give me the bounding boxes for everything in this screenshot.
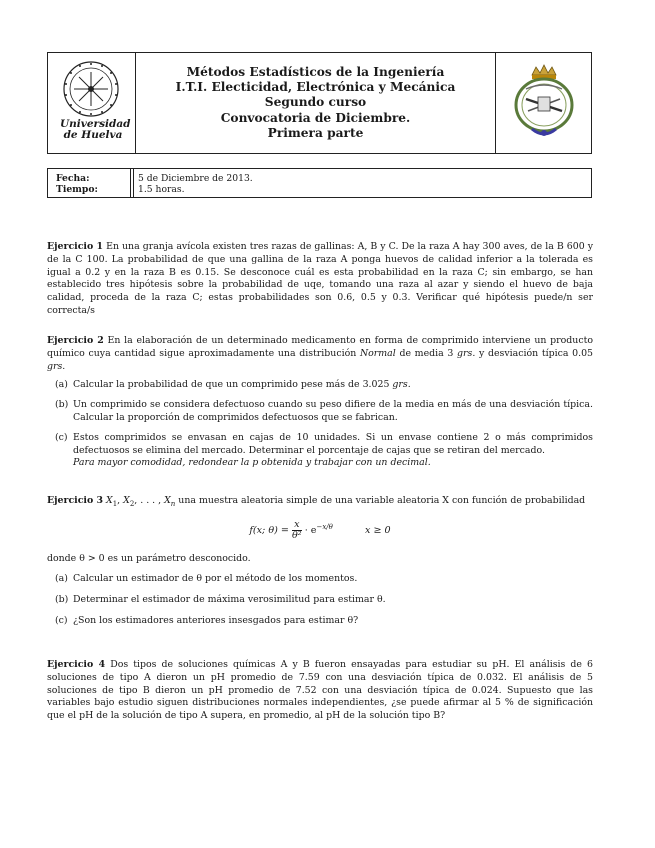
school-crest — [495, 53, 591, 153]
exam-info-box — [47, 168, 592, 198]
exam-session: Convocatoria de Diciembre. — [220, 110, 411, 125]
exercise-4-title: Ejercicio 4 — [47, 659, 106, 670]
info-labels — [56, 173, 98, 195]
formula-rhs: · e — [304, 524, 317, 536]
info-divider — [130, 169, 131, 197]
university-name-line1: Universidad — [60, 118, 131, 130]
item-text: Estos comprimidos se envasan en cajas de 10 unidades. Si un envase contiene 2 o más comprimidos defectuosos se elimina del mercado. Determinar el porcentaje de cajas que se retiran del mercado. — [73, 431, 593, 456]
time-label: Tiempo: — [56, 184, 98, 195]
exercise-2-text-c: y desviación típica 0.05 — [479, 347, 594, 359]
formula-condition: x ≥ 0 — [364, 524, 391, 536]
exercise-3-formula — [47, 520, 593, 541]
degree-title: I.T.I. Electicidad, Electrónica y Mecánica — [175, 80, 456, 95]
item-label: (b) — [55, 594, 69, 606]
item-label: (c) — [55, 615, 68, 627]
exercise-3-item-c — [47, 615, 593, 628]
item-text: Calcular la probabilidad de que un comprimido pese más de 3.025 — [73, 379, 390, 391]
exam-header — [47, 52, 592, 154]
course-year: Segundo curso — [264, 95, 367, 110]
item-text: Un comprimido se considera defectuoso cuando su peso difiere de la media en más de una desviación típica. Calcular la proporción de comprimidos defectuosos que se fabrican. — [73, 399, 593, 423]
exercise-2-unit-1: grs. — [457, 347, 476, 359]
exercise-1 — [47, 241, 593, 318]
exercise-3-vars: $X_1$, $X_2$, . . . , $X_n$ — [106, 495, 176, 508]
exercise-3-statement — [47, 495, 593, 511]
item-label: (a) — [55, 573, 68, 585]
exercise-3-item-b — [47, 594, 593, 607]
exercise-2-title: Ejercicio 2 — [47, 335, 104, 346]
exercise-2-text-b: de media 3 — [399, 347, 454, 359]
item-note: Para mayor comodidad, redondear la p obtenida y trabajar con un decimal. — [73, 457, 431, 469]
formula-fraction — [292, 520, 302, 541]
exercise-2-normal: Normal — [359, 347, 396, 359]
formula-exponent: −x/θ — [316, 522, 333, 531]
formula-lhs: f(x; θ) = — [249, 524, 292, 536]
item-label: (b) — [55, 399, 69, 411]
university-name-line2: de Huelva — [63, 129, 123, 141]
exercise-3-item-a — [47, 573, 593, 586]
exercise-2-item-c — [47, 432, 593, 470]
exam-title-block — [136, 65, 495, 141]
exercise-3-intro: una muestra aleatoria simple de una variable aleatoria X con función de probabilidad — [178, 495, 586, 506]
exercise-2-text-a: En la elaboración de un determinado medicamento en forma de comprimido interviene un producto químico cuya cantidad sigue aproximadamente una distribución — [47, 335, 593, 359]
course-title: Métodos Estadísticos de la Ingeniería — [186, 65, 445, 79]
formula-denominator: θ² — [292, 529, 302, 541]
exam-part: Primera parte — [267, 125, 364, 140]
university-logo — [48, 53, 136, 153]
item-unit: grs. — [392, 379, 411, 391]
item-label: (c) — [55, 431, 68, 443]
exercise-3-title: Ejercicio 3 — [47, 495, 104, 506]
exercise-2-item-a — [47, 379, 593, 392]
exercise-4-text: Dos tipos de soluciones químicas A y B fueron ensayadas para estudiar su pH. El análisis de 6 soluciones de tipo A dieron un pH promedio de 7.59 con una desviación típica de 0.032. El análisis de 5 soluciones de tipo B dieron un pH promedio de 7.52 con una desviación típica de 0.024. Supuesto que las variables bajo estudio siguen distribuciones normales independientes, ¿se puede afirmar al 5 % de significación que el pH de la solución de tipo A supera, en promedio, al pH de la solución tipo B? — [47, 659, 593, 722]
exercise-2-statement — [47, 335, 593, 373]
date-label: Fecha: — [56, 173, 90, 184]
exercise-2 — [47, 335, 593, 470]
date-value: 5 de Diciembre de 2013. — [138, 173, 253, 184]
formula-numerator: x — [292, 520, 302, 531]
exercise-3-after: donde θ > 0 es un parámetro desconocido. — [47, 552, 251, 564]
info-values — [138, 173, 253, 195]
school-crest-icon — [504, 59, 584, 147]
item-text: ¿Son los estimadores anteriores insesgados para estimar θ? — [73, 615, 359, 627]
exercise-1-text: En una granja avícola existen tres razas de gallinas: A, B y C. De la raza A hay 300 aves, de la B 600 y de la C 100. La probabilidad de que una gallina de la raza A ponga huevos de calidad inferior a la tolerada es igual a 0.2 y en la raza B es 0.15. Se desconoce cuál es esta probabilidad en la raza C; sin embargo, se han establecido tres hipótesis sobre la probabilidad de uqe, tomando una raza al azar y siendo el huevo de baja calidad, proceda de la raza C; estas probabilidades son 0.6, 0.5 y 0.3. Verificar qué hipótesis puede/n ser correcta/s — [47, 241, 594, 316]
item-label: (a) — [55, 379, 68, 391]
time-value: 1.5 horas. — [138, 184, 185, 195]
exercise-1-title: Ejercicio 1 — [47, 241, 104, 252]
info-divider-2 — [133, 169, 134, 197]
university-name — [60, 118, 131, 141]
exercise-3 — [47, 495, 593, 628]
exercise-2-item-b — [47, 399, 593, 425]
university-seal-icon — [56, 59, 126, 119]
item-text: Calcular un estimador de θ por el método de los momentos. — [73, 573, 358, 585]
item-text: Determinar el estimador de máxima verosimilitud para estimar θ. — [73, 594, 386, 606]
exercise-2-unit-2: grs. — [47, 360, 66, 372]
exercise-4 — [47, 659, 593, 723]
